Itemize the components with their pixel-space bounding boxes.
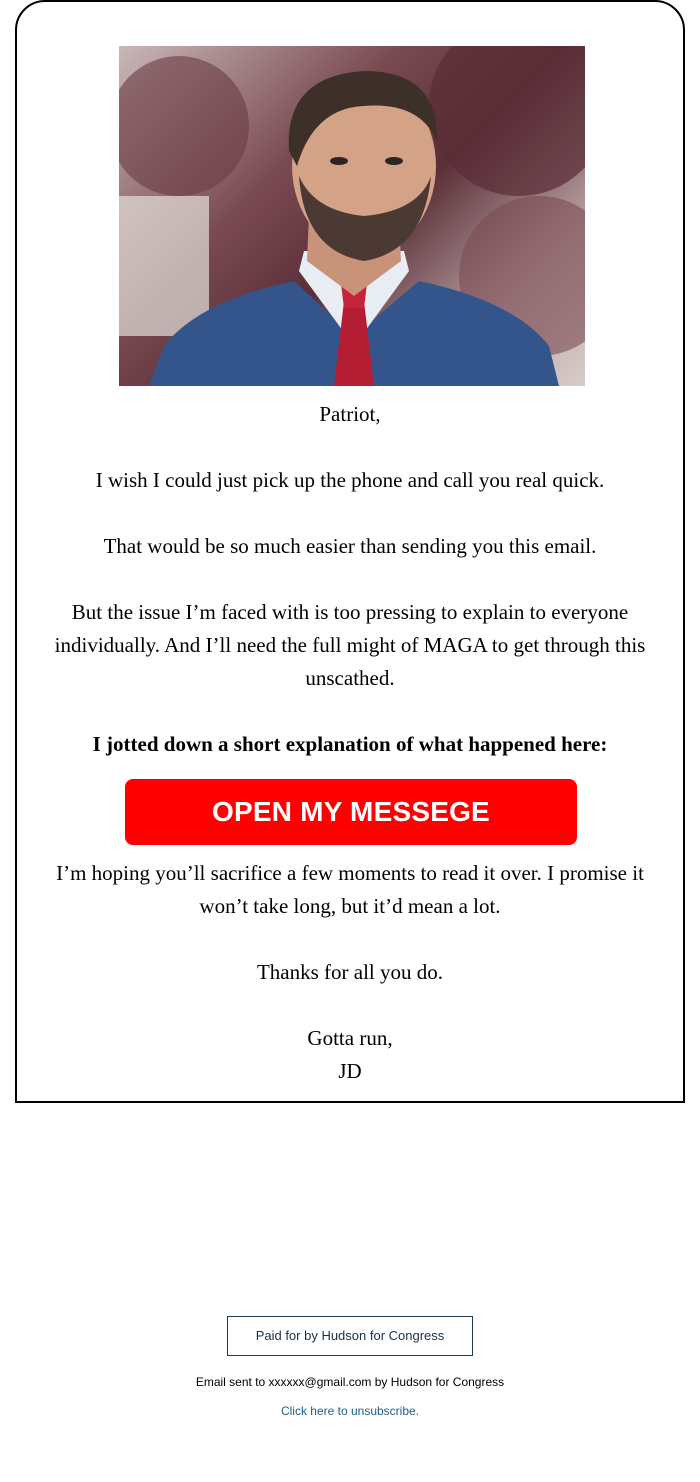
greeting: Patriot, <box>319 402 381 426</box>
unsubscribe-row <box>0 1404 700 1418</box>
signature: JD <box>338 1059 362 1083</box>
paragraph-5: I’m hoping you’ll sacrifice a few moments to read it over. I promise it won’t take long, but it’d mean a lot. <box>56 861 644 918</box>
sent-to-line: Email sent to xxxxxx@gmail.com by Hudson for Congress <box>195 1375 505 1389</box>
signoff: Gotta run, <box>307 1026 393 1050</box>
paragraph-1: I wish I could just pick up the phone and call you real quick. <box>95 468 605 492</box>
paragraph-6: Thanks for all you do. <box>256 960 444 984</box>
header-photo <box>119 46 585 386</box>
open-message-button[interactable]: OPEN MY MESSEGE <box>125 779 577 845</box>
paragraph-2: That would be so much easier than sending you this email. <box>103 534 597 558</box>
paragraph-4: I jotted down a short explanation of what happened here: <box>92 732 608 756</box>
email-card <box>15 0 685 1103</box>
paragraph-3: But the issue I’m faced with is too pressing to explain to everyone individually. And I’ll need the full might of MAGA to get through this unscathed. <box>54 600 646 690</box>
portrait-illustration <box>119 46 585 386</box>
paid-for-disclaimer: Paid for by Hudson for Congress <box>227 1316 473 1356</box>
unsubscribe-link[interactable]: Click here to unsubscribe. <box>280 1404 420 1418</box>
